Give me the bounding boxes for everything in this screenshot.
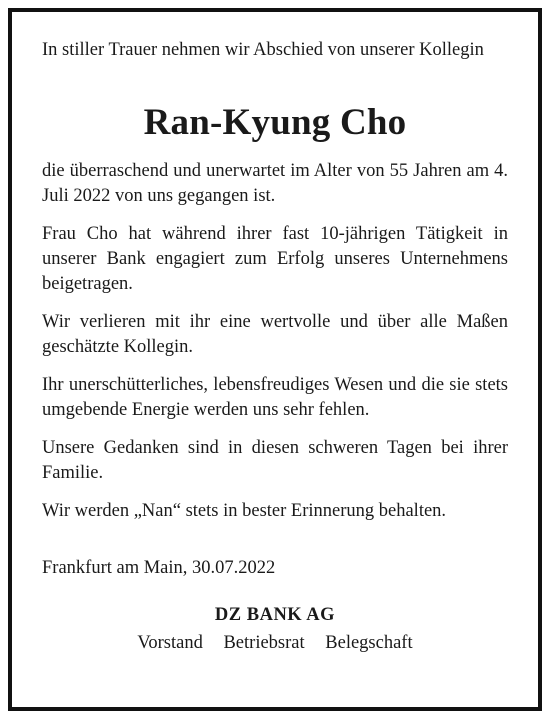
signatory-works-council: Betriebsrat: [223, 633, 305, 653]
obituary-content: [42, 38, 508, 656]
signatory-groups: [42, 631, 508, 656]
paragraph-career: Frau Cho hat während ihrer fast 10-jährigen Tätigkeit in unserer Bank engagiert zum Erfolg unseres Unternehmens beigetragen.: [42, 224, 508, 294]
company-name: DZ BANK AG: [214, 605, 336, 625]
paragraph-memory: Wir werden „Nan“ stets in bester Erinnerung behalten.: [42, 501, 447, 521]
place-date: Frankfurt am Main, 30.07.2022: [42, 558, 276, 578]
paragraph-age: die überraschend und unerwartet im Alter von 55 Jahren am 4. Juli 2022 von uns gegangen ist.: [42, 161, 508, 206]
paragraph-family: Unsere Gedanken sind in diesen schweren Tagen bei ihrer Familie.: [42, 438, 508, 483]
paragraph-character: Ihr unerschütterliches, lebensfreudiges Wesen und die sie stets umgebende Energie werden uns sehr fehlen.: [42, 375, 508, 420]
intro-text: In stiller Trauer nehmen wir Abschied von unserer Kollegin: [42, 40, 484, 60]
deceased-name: Ran-Kyung Cho: [143, 102, 407, 143]
paragraph-colleague: Wir verlieren mit ihr eine wertvolle und über alle Maßen geschätzte Kollegin.: [42, 312, 508, 357]
signatory-board: Vorstand: [137, 633, 203, 653]
signatory-staff: Belegschaft: [325, 633, 413, 653]
